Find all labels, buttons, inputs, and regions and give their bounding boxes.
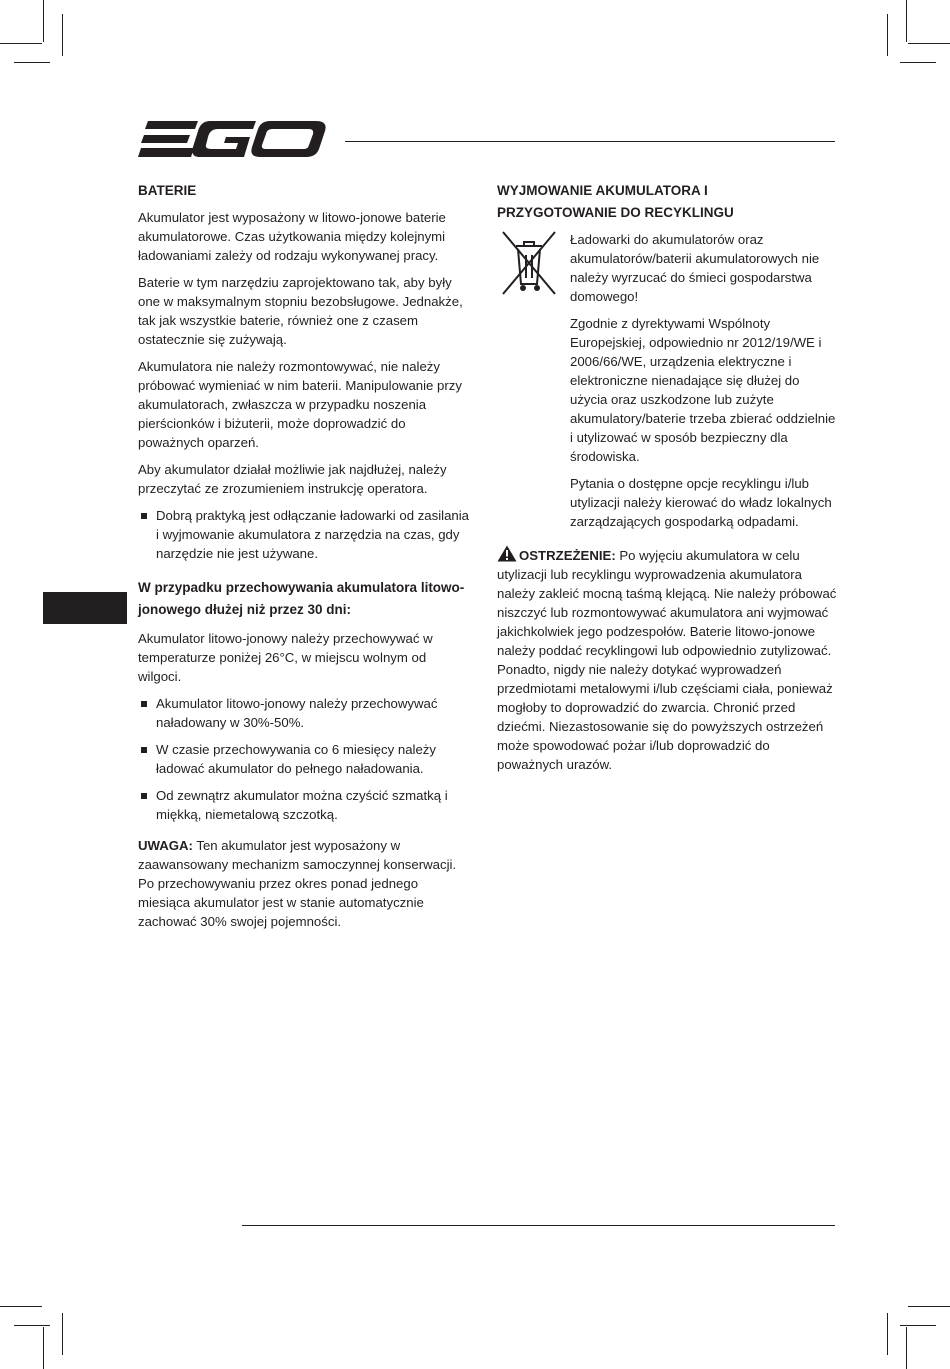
right-column: [497, 180, 837, 782]
crop-mark: [887, 1313, 888, 1355]
section-heading-recycling: [497, 180, 837, 224]
paragraph: Akumulator jest wyposażony w litowo-jonowe baterie akumulatorowe. Czas użytkowania między kolejnymi ładowaniami zależy od rodzaju wykonywanej pracy.: [138, 210, 446, 263]
paragraph: Zgodnie z dyrektywami Wspólnoty Europejskiej, odpowiednio nr 2012/19/WE i 2006/66/WE, urządzenia elektryczne i elektroniczne nienadające się dłużej do użycia oraz uszkodzone lub zużyte akumulatory/baterie trzeba zbierać oddzielnie i utylizować w sposób bezpieczny dla środowiska.: [570, 316, 836, 464]
footer-rule: [242, 1225, 835, 1226]
list-item: Dobrą praktyką jest odłączanie ładowarki od zasilania i wyjmowanie akumulatora z narzędzia na czas, gdy narzędzie nie jest używane.: [138, 506, 473, 563]
crop-mark: [908, 1306, 950, 1307]
header-rule: [345, 141, 835, 142]
crop-mark: [14, 62, 50, 63]
paragraph: Aby akumulator działał możliwie jak najdłużej, należy przeczytać ze zrozumieniem instrukcję operatora.: [138, 462, 447, 496]
ego-logo: [138, 117, 328, 165]
crop-mark: [0, 43, 42, 44]
crop-mark: [900, 62, 936, 63]
crop-mark: [43, 0, 44, 42]
warning-triangle-icon: [497, 545, 517, 562]
paragraph: Ładowarki do akumulatorów oraz akumulatorów/baterii akumulatorowych nie należy wyrzucać do śmieci gospodarstwa domowego!: [570, 232, 820, 304]
paragraph: Akumulatora nie należy rozmontowywać, nie należy próbować wymieniać w nim baterii. Manipulowanie przy akumulatorach, zwłaszcza w przypadku noszenia pierścionków i biżuterii, może doprowadzić do poważnych oparzeń.: [138, 359, 462, 450]
list-item: Od zewnątrz akumulator można czyścić szmatką i miękką, niemetalową szczotką.: [138, 786, 473, 824]
paragraph: Akumulator litowo-jonowy należy przechowywać w temperaturze poniżej 26°C, w miejscu wolnym od wilgoci.: [138, 631, 433, 684]
section-heading-batteries: BATERIE: [138, 183, 197, 198]
crop-mark: [62, 14, 63, 56]
note-text: Ten akumulator jest wyposażony w zaawansowany mechanizm samoczynnej konserwacji. Po przechowywaniu przez okres ponad jednego miesiąca akumulator jest w stanie automatycznie zachować 30% swojej pojemności.: [138, 838, 457, 929]
paragraph: Pytania o dostępne opcje recyklingu i/lub utylizacji należy kierować do władz lokalnych zarządzających gospodarką odpadami.: [570, 476, 832, 529]
crop-mark: [906, 0, 907, 42]
crop-mark: [14, 1325, 50, 1326]
left-column: [138, 180, 473, 939]
crossed-out-bin-icon: [497, 228, 561, 300]
crop-mark: [62, 1313, 63, 1355]
note-paragraph: [138, 836, 473, 931]
list-item: Akumulator litowo-jonowy należy przechowywać naładowany w 30%-50%.: [138, 694, 473, 732]
crop-mark: [906, 1327, 907, 1369]
crop-mark: [908, 43, 950, 44]
warning-paragraph: [497, 545, 837, 774]
warning-label: OSTRZEŻENIE:: [519, 548, 616, 563]
crop-mark: [43, 1327, 44, 1369]
warning-text: Po wyjęciu akumulatora w celu utylizacji lub recyklingu wyprowadzenia akumulatora należy zakleić mocną taśmą klejącą. Nie należy próbować niszczyć lub rozmontowywać akumulatora ani wyjmować jakichkolwiek jego podzespołów. Baterie litowo-jonowe należy poddać recyklingowi lub odpowiednio zutylizować. Ponadto, nigdy nie należy dotykać wyprowadzeń przedmiotami metalowymi i/lub częściami ciała, ponieważ mogłoby to doprowadzić do zwarcia. Chronić przed dziećmi. Niezastosowanie się do powyższych ostrzeżeń może spowodować pożar i/lub doprowadzić do poważnych urazów.: [497, 548, 837, 772]
heading-line: WYJMOWANIE AKUMULATORA I: [497, 183, 708, 198]
recycling-block: [497, 228, 837, 531]
paragraph: Baterie w tym narzędziu zaprojektowano tak, aby były one w maksymalnym stopniu bezobsługowe. Jednakże, tak jak wszystkie baterie, również one z czasem ostatecznie się zużywają.: [138, 275, 463, 347]
crop-mark: [887, 14, 888, 56]
storage-heading: W przypadku przechowywania akumulatora litowo-jonowego dłużej niż przez 30 dni:: [138, 580, 465, 617]
note-label: UWAGA:: [138, 838, 193, 853]
language-side-tab: [43, 592, 127, 624]
crop-mark: [0, 1306, 42, 1307]
crop-mark: [900, 1325, 936, 1326]
list-item: W czasie przechowywania co 6 miesięcy należy ładować akumulator do pełnego naładowania.: [138, 740, 473, 778]
heading-line: PRZYGOTOWANIE DO RECYKLINGU: [497, 205, 734, 220]
